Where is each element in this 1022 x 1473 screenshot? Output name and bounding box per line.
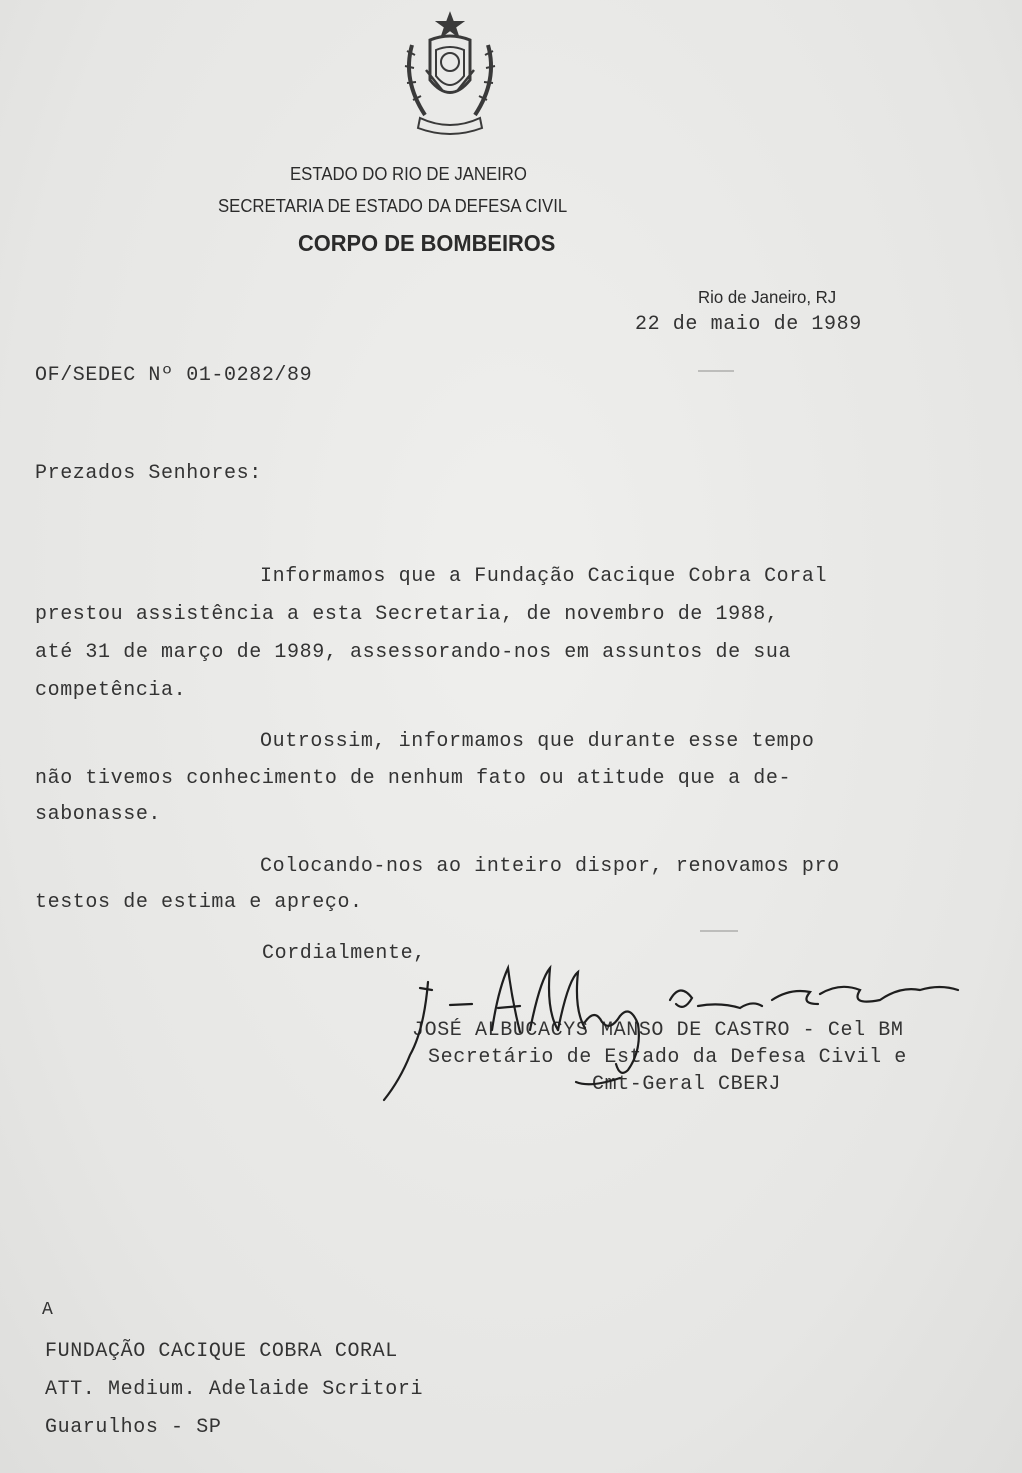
body-line: sabonasse. [35,803,162,826]
salutation: Prezados Senhores: [35,462,262,485]
header-state: ESTADO DO RIO DE JANEIRO [290,164,527,184]
body-line: não tivemos conhecimento de nenhum fato ou atitude que a de- [35,767,792,790]
recipient-attention: ATT. Medium. Adelaide Scritori [45,1378,424,1401]
recipient-prefix: A [42,1300,54,1320]
body-line: prestou assistência a esta Secretaria, de novembro de 1988, [35,603,779,626]
coat-of-arms-icon [390,10,510,140]
signatory-role: Secretário de Estado da Defesa Civil e [428,1046,907,1069]
body-line: até 31 de março de 1989, assessorando-nos em assuntos de sua [35,641,792,664]
body-line: Outrossim, informamos que durante esse tempo [260,730,815,753]
header-department: CORPO DE BOMBEIROS [298,230,556,256]
body-line: testos de estima e apreço. [35,891,363,914]
closing: Cordialmente, [262,942,426,965]
body-line: competência. [35,679,187,702]
scan-mark [700,930,738,932]
recipient-name: FUNDAÇÃO CACIQUE COBRA CORAL [45,1340,398,1363]
recipient-city: Guarulhos - SP [45,1416,222,1439]
signatory-name: JOSÉ ALBUCACYS MANSO DE CASTRO - Cel BM [412,1019,904,1042]
signatory-org: Cmt-Geral CBERJ [592,1073,782,1096]
letter-place: Rio de Janeiro, RJ [698,287,837,307]
letter-date: 22 de maio de 1989 [635,313,862,336]
body-line: Colocando-nos ao inteiro dispor, renovamos pro [260,855,840,878]
reference-number: OF/SEDEC Nº 01-0282/89 [35,364,313,387]
header-secretariat: SECRETARIA DE ESTADO DA DEFESA CIVIL [218,196,568,216]
body-line: Informamos que a Fundação Cacique Cobra Coral [260,565,828,588]
scan-mark [698,370,734,372]
